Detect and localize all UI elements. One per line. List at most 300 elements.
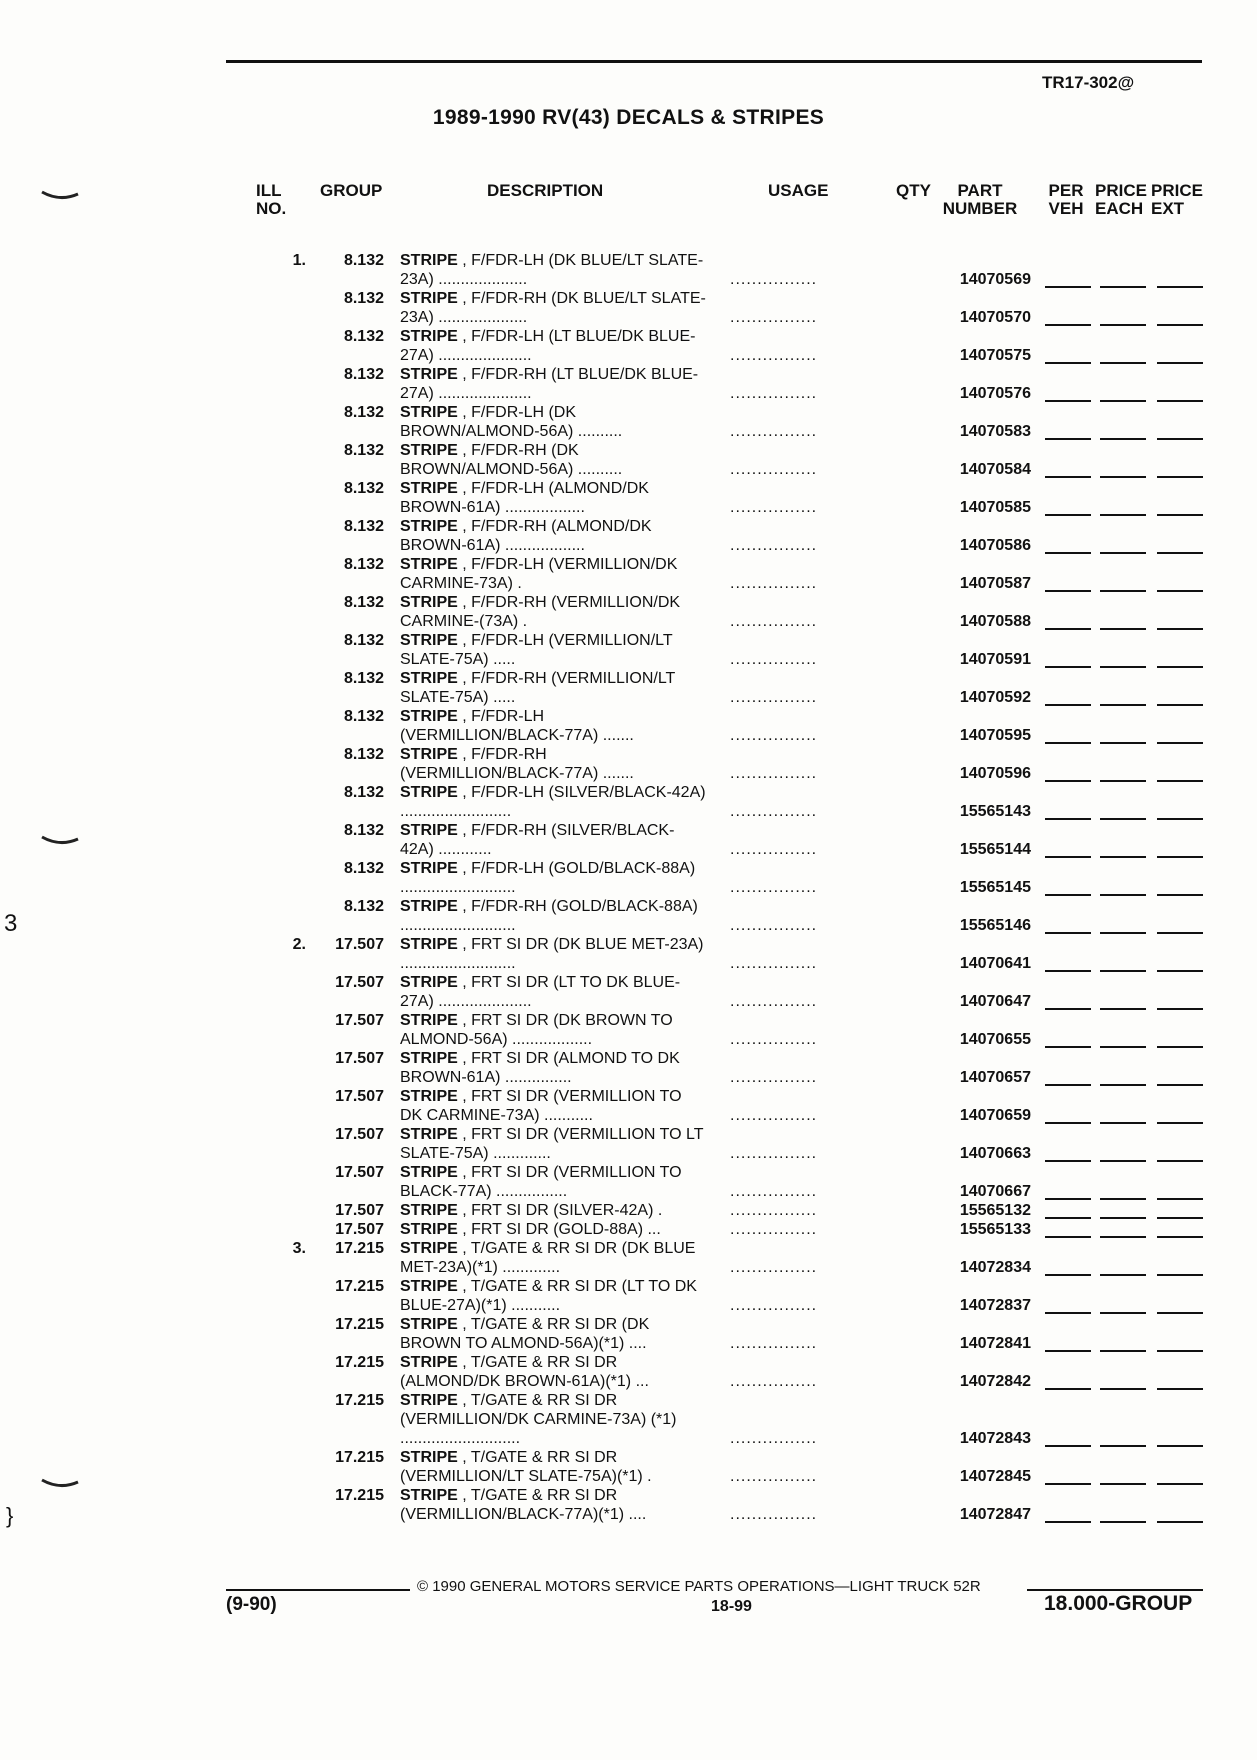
item-detail: , F/FDR-RH (VERMILLION/DK CARMINE-(73A) .	[400, 594, 681, 630]
usage-leader: ................	[730, 385, 818, 402]
group-code: 17.507	[335, 1126, 384, 1143]
part-number: 14070575	[959, 347, 1031, 364]
price-ext-blank[interactable]	[1157, 780, 1203, 782]
group-code: 17.215	[335, 1449, 384, 1466]
per-veh-blank[interactable]	[1045, 1445, 1091, 1447]
price-ext-blank[interactable]	[1157, 1521, 1203, 1523]
usage-leader: ................	[730, 1335, 818, 1352]
item-name: STRIPE	[400, 974, 458, 991]
usage-leader: ................	[730, 1202, 818, 1219]
table-row	[0, 1220, 1257, 1239]
item-detail: , FRT SI DR (DK BLUE MET-23A) ..........................	[400, 936, 704, 972]
usage-leader: ................	[730, 613, 818, 630]
price-each-blank[interactable]	[1100, 1445, 1146, 1447]
description	[400, 745, 708, 783]
item-name: STRIPE	[400, 480, 458, 497]
per-veh-blank[interactable]	[1045, 1483, 1091, 1485]
description	[400, 631, 708, 669]
item-name: STRIPE	[400, 632, 458, 649]
part-number: 14070588	[959, 613, 1031, 630]
usage-leader: ................	[730, 423, 818, 440]
item-name: STRIPE	[400, 860, 458, 877]
price-each-blank[interactable]	[1100, 1084, 1146, 1086]
item-name: STRIPE	[400, 1221, 458, 1238]
price-each-blank[interactable]	[1100, 628, 1146, 630]
item-name: STRIPE	[400, 252, 458, 269]
per-veh-blank[interactable]	[1045, 1046, 1091, 1048]
item-detail: , F/FDR-RH (VERMILLION/LT SLATE-75A) .....	[400, 670, 676, 706]
part-number: 14070584	[959, 461, 1031, 478]
usage-leader: ................	[730, 1031, 818, 1048]
part-number: 15565144	[959, 841, 1031, 858]
price-each-blank[interactable]	[1100, 1521, 1146, 1523]
price-each-blank[interactable]	[1100, 894, 1146, 896]
part-number: 14070591	[959, 651, 1031, 668]
price-each-blank[interactable]	[1100, 362, 1146, 364]
price-ext-blank[interactable]	[1157, 438, 1203, 440]
description	[400, 783, 708, 821]
item-name: STRIPE	[400, 1012, 458, 1029]
ill-number: 2.	[292, 936, 306, 953]
price-each-blank[interactable]	[1100, 476, 1146, 478]
description	[400, 479, 708, 517]
usage-leader: ................	[730, 1297, 818, 1314]
item-name: STRIPE	[400, 366, 458, 383]
per-veh-blank[interactable]	[1045, 362, 1091, 364]
group-code: 8.132	[343, 442, 384, 459]
description	[400, 1201, 708, 1220]
footer-copyright: © 1990 GENERAL MOTORS SERVICE PARTS OPERATIONS—LIGHT TRUCK 52R	[417, 1578, 981, 1595]
table-row	[0, 1201, 1257, 1220]
description	[400, 1087, 708, 1125]
table-row	[0, 327, 1257, 365]
part-number: 14070641	[959, 955, 1031, 972]
description	[400, 1011, 708, 1049]
per-veh-blank[interactable]	[1045, 1350, 1091, 1352]
part-number: 14070569	[959, 271, 1031, 288]
item-name: STRIPE	[400, 594, 458, 611]
group-code: 8.132	[343, 556, 384, 573]
footer-rule-left	[226, 1589, 410, 1591]
col-header-ill-no: ILL NO.	[256, 181, 287, 218]
per-veh-blank[interactable]	[1045, 1236, 1091, 1238]
price-ext-blank[interactable]	[1157, 400, 1203, 402]
description	[400, 441, 708, 479]
price-each-blank[interactable]	[1100, 1046, 1146, 1048]
price-ext-blank[interactable]	[1157, 286, 1203, 288]
part-number: 15565143	[959, 803, 1031, 820]
item-detail: , F/FDR-LH (ALMOND/DK BROWN-61A) ..................	[400, 480, 649, 516]
per-veh-blank[interactable]	[1045, 932, 1091, 934]
usage-leader: ................	[730, 841, 818, 858]
table-row	[0, 1125, 1257, 1163]
price-ext-blank[interactable]	[1157, 590, 1203, 592]
per-veh-blank[interactable]	[1045, 628, 1091, 630]
usage-leader: ................	[730, 347, 818, 364]
group-code: 8.132	[343, 822, 384, 839]
table-row	[0, 1486, 1257, 1524]
item-name: STRIPE	[400, 1164, 458, 1181]
price-each-blank[interactable]	[1100, 1008, 1146, 1010]
usage-leader: ................	[730, 1259, 818, 1276]
description	[400, 555, 708, 593]
per-veh-blank[interactable]	[1045, 666, 1091, 668]
table-row	[0, 707, 1257, 745]
price-each-blank[interactable]	[1100, 324, 1146, 326]
usage-leader: ................	[730, 1430, 818, 1447]
price-ext-blank[interactable]	[1157, 970, 1203, 972]
per-veh-blank[interactable]	[1045, 818, 1091, 820]
per-veh-blank[interactable]	[1045, 438, 1091, 440]
price-ext-blank[interactable]	[1157, 324, 1203, 326]
item-detail: , T/GATE & RR SI DR (VERMILLION/DK CARMINE-73A) (*1) ...........................	[400, 1392, 677, 1447]
usage-leader: ................	[730, 651, 818, 668]
usage-leader: ................	[730, 461, 818, 478]
group-code: 8.132	[343, 632, 384, 649]
group-code: 17.507	[335, 1088, 384, 1105]
price-each-blank[interactable]	[1100, 818, 1146, 820]
price-ext-blank[interactable]	[1157, 818, 1203, 820]
item-detail: , F/FDR-LH (SILVER/BLACK-42A) .........................	[400, 784, 706, 820]
group-code: 8.132	[343, 860, 384, 877]
price-ext-blank[interactable]	[1157, 1483, 1203, 1485]
table-row	[0, 1049, 1257, 1087]
per-veh-blank[interactable]	[1045, 1122, 1091, 1124]
price-ext-blank[interactable]	[1157, 666, 1203, 668]
per-veh-blank[interactable]	[1045, 514, 1091, 516]
part-number: 14072845	[959, 1468, 1031, 1485]
item-name: STRIPE	[400, 670, 458, 687]
price-ext-blank[interactable]	[1157, 1445, 1203, 1447]
usage-leader: ................	[730, 537, 818, 554]
part-number: 14070583	[959, 423, 1031, 440]
footer-rule-right	[1027, 1589, 1203, 1591]
item-detail: , T/GATE & RR SI DR (VERMILLION/LT SLATE-75A)(*1) .	[400, 1449, 652, 1485]
document-code: TR17-302@	[1042, 73, 1135, 92]
price-each-blank[interactable]	[1100, 1388, 1146, 1390]
usage-leader: ................	[730, 1468, 818, 1485]
price-each-blank[interactable]	[1100, 552, 1146, 554]
col-header-per-veh: PER VEH	[1048, 181, 1084, 218]
col-header-price-ext: PRICE EXT	[1151, 181, 1203, 218]
part-number: 14070587	[959, 575, 1031, 592]
group-code: 8.132	[343, 480, 384, 497]
table-row	[0, 517, 1257, 555]
ill-number: 1.	[292, 252, 306, 269]
price-ext-blank[interactable]	[1157, 1350, 1203, 1352]
description	[400, 1220, 708, 1239]
item-detail: , F/FDR-RH (SILVER/BLACK-42A) ............	[400, 822, 675, 858]
usage-leader: ................	[730, 1183, 818, 1200]
part-number: 14070667	[959, 1183, 1031, 1200]
item-detail: , T/GATE & RR SI DR (VERMILLION/BLACK-77A)(*1) ....	[400, 1487, 647, 1523]
usage-leader: ................	[730, 1069, 818, 1086]
item-name: STRIPE	[400, 1202, 458, 1219]
price-ext-blank[interactable]	[1157, 1084, 1203, 1086]
item-detail: , FRT SI DR (VERMILLION TO LT SLATE-75A) .............	[400, 1126, 704, 1162]
per-veh-blank[interactable]	[1045, 742, 1091, 744]
price-each-blank[interactable]	[1100, 286, 1146, 288]
group-code: 8.132	[343, 746, 384, 763]
part-number: 14072834	[959, 1259, 1031, 1276]
per-veh-blank[interactable]	[1045, 970, 1091, 972]
per-veh-blank[interactable]	[1045, 856, 1091, 858]
price-ext-blank[interactable]	[1157, 1217, 1203, 1219]
per-veh-blank[interactable]	[1045, 1160, 1091, 1162]
per-veh-blank[interactable]	[1045, 590, 1091, 592]
table-row	[0, 821, 1257, 859]
usage-leader: ................	[730, 993, 818, 1010]
group-code: 17.215	[335, 1487, 384, 1504]
description	[400, 1163, 708, 1201]
item-detail: , FRT SI DR (ALMOND TO DK BROWN-61A) ...............	[400, 1050, 680, 1086]
item-detail: , FRT SI DR (DK BROWN TO ALMOND-56A) ..................	[400, 1012, 673, 1048]
usage-leader: ................	[730, 309, 818, 326]
price-each-blank[interactable]	[1100, 1312, 1146, 1314]
item-detail: , F/FDR-LH (GOLD/BLACK-88A) ..........................	[400, 860, 696, 896]
item-name: STRIPE	[400, 1449, 458, 1466]
group-code: 8.132	[343, 518, 384, 535]
per-veh-blank[interactable]	[1045, 894, 1091, 896]
price-each-blank[interactable]	[1100, 1483, 1146, 1485]
price-each-blank[interactable]	[1100, 400, 1146, 402]
group-code: 17.507	[335, 1012, 384, 1029]
description	[400, 1448, 708, 1486]
price-ext-blank[interactable]	[1157, 1388, 1203, 1390]
item-detail: , F/FDR-RH (GOLD/BLACK-88A) ..........................	[400, 898, 698, 934]
table-row	[0, 1087, 1257, 1125]
price-each-blank[interactable]	[1100, 1122, 1146, 1124]
item-name: STRIPE	[400, 784, 458, 801]
item-name: STRIPE	[400, 518, 458, 535]
price-ext-blank[interactable]	[1157, 704, 1203, 706]
item-detail: , FRT SI DR (VERMILLION TO BLACK-77A) ................	[400, 1164, 682, 1200]
per-veh-blank[interactable]	[1045, 324, 1091, 326]
per-veh-blank[interactable]	[1045, 1274, 1091, 1276]
description	[400, 1277, 708, 1315]
description	[400, 251, 708, 289]
part-number: 14070657	[959, 1069, 1031, 1086]
usage-leader: ................	[730, 727, 818, 744]
price-ext-blank[interactable]	[1157, 628, 1203, 630]
per-veh-blank[interactable]	[1045, 552, 1091, 554]
per-veh-blank[interactable]	[1045, 1198, 1091, 1200]
item-detail: , F/FDR-RH (DK BROWN/ALMOND-56A) ..........	[400, 442, 623, 478]
binder-mark-icon	[40, 833, 80, 847]
table-row	[0, 403, 1257, 441]
footer-page-number: 18-99	[711, 1598, 752, 1615]
table-row	[0, 669, 1257, 707]
description	[400, 935, 708, 973]
part-number: 14070659	[959, 1107, 1031, 1124]
price-ext-blank[interactable]	[1157, 362, 1203, 364]
item-detail: , F/FDR-RH (LT BLUE/DK BLUE-27A) .....................	[400, 366, 699, 402]
price-ext-blank[interactable]	[1157, 932, 1203, 934]
group-code: 8.132	[343, 670, 384, 687]
usage-leader: ................	[730, 1145, 818, 1162]
usage-leader: ................	[730, 1107, 818, 1124]
group-code: 17.507	[335, 974, 384, 991]
top-rule	[226, 60, 1202, 63]
price-ext-blank[interactable]	[1157, 856, 1203, 858]
group-code: 17.215	[335, 1316, 384, 1333]
table-row	[0, 745, 1257, 783]
description	[400, 1239, 708, 1277]
price-each-blank[interactable]	[1100, 1217, 1146, 1219]
item-detail: , F/FDR-LH (VERMILLION/LT SLATE-75A) .....	[400, 632, 673, 668]
footer-group: 18.000-GROUP	[1044, 1592, 1193, 1615]
per-veh-blank[interactable]	[1045, 476, 1091, 478]
group-code: 8.132	[343, 252, 384, 269]
table-row	[0, 897, 1257, 935]
ill-number: 3.	[292, 1240, 306, 1257]
per-veh-blank[interactable]	[1045, 1312, 1091, 1314]
per-veh-blank[interactable]	[1045, 1084, 1091, 1086]
price-each-blank[interactable]	[1100, 590, 1146, 592]
price-each-blank[interactable]	[1100, 932, 1146, 934]
item-detail: , F/FDR-LH (VERMILLION/DK CARMINE-73A) .	[400, 556, 678, 592]
item-detail: , F/FDR-LH (DK BROWN/ALMOND-56A) ..........	[400, 404, 623, 440]
item-detail: , F/FDR-RH (ALMOND/DK BROWN-61A) ..................	[400, 518, 652, 554]
part-number: 14070585	[959, 499, 1031, 516]
usage-leader: ................	[730, 499, 818, 516]
price-ext-blank[interactable]	[1157, 1198, 1203, 1200]
per-veh-blank[interactable]	[1045, 286, 1091, 288]
price-ext-blank[interactable]	[1157, 742, 1203, 744]
table-row	[0, 251, 1257, 289]
price-each-blank[interactable]	[1100, 780, 1146, 782]
item-detail: , FRT SI DR (LT TO DK BLUE-27A) .....................	[400, 974, 681, 1010]
description	[400, 365, 708, 403]
item-name: STRIPE	[400, 1050, 458, 1067]
price-each-blank[interactable]	[1100, 666, 1146, 668]
table-row	[0, 1163, 1257, 1201]
price-each-blank[interactable]	[1100, 1274, 1146, 1276]
part-number: 15565132	[959, 1202, 1031, 1219]
per-veh-blank[interactable]	[1045, 1217, 1091, 1219]
table-row	[0, 1011, 1257, 1049]
table-row	[0, 631, 1257, 669]
price-each-blank[interactable]	[1100, 1236, 1146, 1238]
item-name: STRIPE	[400, 1278, 458, 1295]
part-number: 15565146	[959, 917, 1031, 934]
price-each-blank[interactable]	[1100, 1350, 1146, 1352]
table-row	[0, 441, 1257, 479]
price-each-blank[interactable]	[1100, 742, 1146, 744]
item-detail: , FRT SI DR (SILVER-42A) .	[462, 1202, 663, 1219]
price-ext-blank[interactable]	[1157, 552, 1203, 554]
group-code: 17.507	[335, 1050, 384, 1067]
table-row	[0, 1391, 1257, 1448]
description	[400, 327, 708, 365]
price-each-blank[interactable]	[1100, 704, 1146, 706]
group-code: 8.132	[343, 784, 384, 801]
usage-leader: ................	[730, 917, 818, 934]
per-veh-blank[interactable]	[1045, 704, 1091, 706]
part-number: 14072847	[959, 1506, 1031, 1523]
item-detail: , T/GATE & RR SI DR (DK BLUE MET-23A)(*1) .............	[400, 1240, 696, 1276]
price-ext-blank[interactable]	[1157, 514, 1203, 516]
price-each-blank[interactable]	[1100, 1160, 1146, 1162]
description	[400, 593, 708, 631]
group-code: 8.132	[343, 290, 384, 307]
item-detail: , F/FDR-RH (DK BLUE/LT SLATE-23A) ....................	[400, 290, 706, 326]
table-row	[0, 935, 1257, 973]
description	[400, 1049, 708, 1087]
item-name: STRIPE	[400, 404, 458, 421]
description	[400, 821, 708, 859]
description	[400, 859, 708, 897]
description	[400, 1353, 708, 1391]
item-detail: , FRT SI DR (VERMILLION TO DK CARMINE-73A) ...........	[400, 1088, 682, 1124]
price-each-blank[interactable]	[1100, 970, 1146, 972]
price-ext-blank[interactable]	[1157, 894, 1203, 896]
price-each-blank[interactable]	[1100, 438, 1146, 440]
footer-date-code: (9-90)	[226, 1594, 277, 1615]
part-number: 14070663	[959, 1145, 1031, 1162]
price-ext-blank[interactable]	[1157, 1312, 1203, 1314]
per-veh-blank[interactable]	[1045, 780, 1091, 782]
price-ext-blank[interactable]	[1157, 1160, 1203, 1162]
per-veh-blank[interactable]	[1045, 1008, 1091, 1010]
description	[400, 707, 708, 745]
price-each-blank[interactable]	[1100, 1198, 1146, 1200]
price-ext-blank[interactable]	[1157, 1008, 1203, 1010]
item-detail: , F/FDR-LH (VERMILLION/BLACK-77A) .......	[400, 708, 634, 744]
group-code: 8.132	[343, 898, 384, 915]
item-name: STRIPE	[400, 1392, 458, 1409]
table-row	[0, 783, 1257, 821]
item-detail: , FRT SI DR (GOLD-88A) ...	[462, 1221, 661, 1238]
binder-mark-icon	[40, 1476, 80, 1490]
group-code: 17.215	[335, 1354, 384, 1371]
part-number: 14070655	[959, 1031, 1031, 1048]
usage-leader: ................	[730, 689, 818, 706]
price-each-blank[interactable]	[1100, 856, 1146, 858]
part-number: 14072843	[959, 1430, 1031, 1447]
group-code: 8.132	[343, 366, 384, 383]
table-row	[0, 1353, 1257, 1391]
price-each-blank[interactable]	[1100, 514, 1146, 516]
parts-table	[0, 251, 1257, 1524]
table-row	[0, 555, 1257, 593]
table-row	[0, 1239, 1257, 1277]
price-ext-blank[interactable]	[1157, 1122, 1203, 1124]
col-header-qty: QTY	[896, 181, 931, 200]
per-veh-blank[interactable]	[1045, 1388, 1091, 1390]
table-row	[0, 365, 1257, 403]
price-ext-blank[interactable]	[1157, 476, 1203, 478]
table-row	[0, 1315, 1257, 1353]
description	[400, 897, 708, 935]
per-veh-blank[interactable]	[1045, 1521, 1091, 1523]
item-detail: , F/FDR-RH (VERMILLION/BLACK-77A) .......	[400, 746, 634, 782]
per-veh-blank[interactable]	[1045, 400, 1091, 402]
col-header-part-number: PART NUMBER	[942, 181, 1018, 218]
item-name: STRIPE	[400, 1487, 458, 1504]
price-ext-blank[interactable]	[1157, 1236, 1203, 1238]
usage-leader: ................	[730, 1506, 818, 1523]
description	[400, 289, 708, 327]
table-row	[0, 289, 1257, 327]
item-detail: , F/FDR-LH (DK BLUE/LT SLATE-23A) ....................	[400, 252, 704, 288]
item-detail: , F/FDR-LH (LT BLUE/DK BLUE-27A) .....................	[400, 328, 696, 364]
usage-leader: ................	[730, 765, 818, 782]
price-ext-blank[interactable]	[1157, 1274, 1203, 1276]
usage-leader: ................	[730, 271, 818, 288]
margin-mark-text: 3	[4, 910, 18, 937]
price-ext-blank[interactable]	[1157, 1046, 1203, 1048]
